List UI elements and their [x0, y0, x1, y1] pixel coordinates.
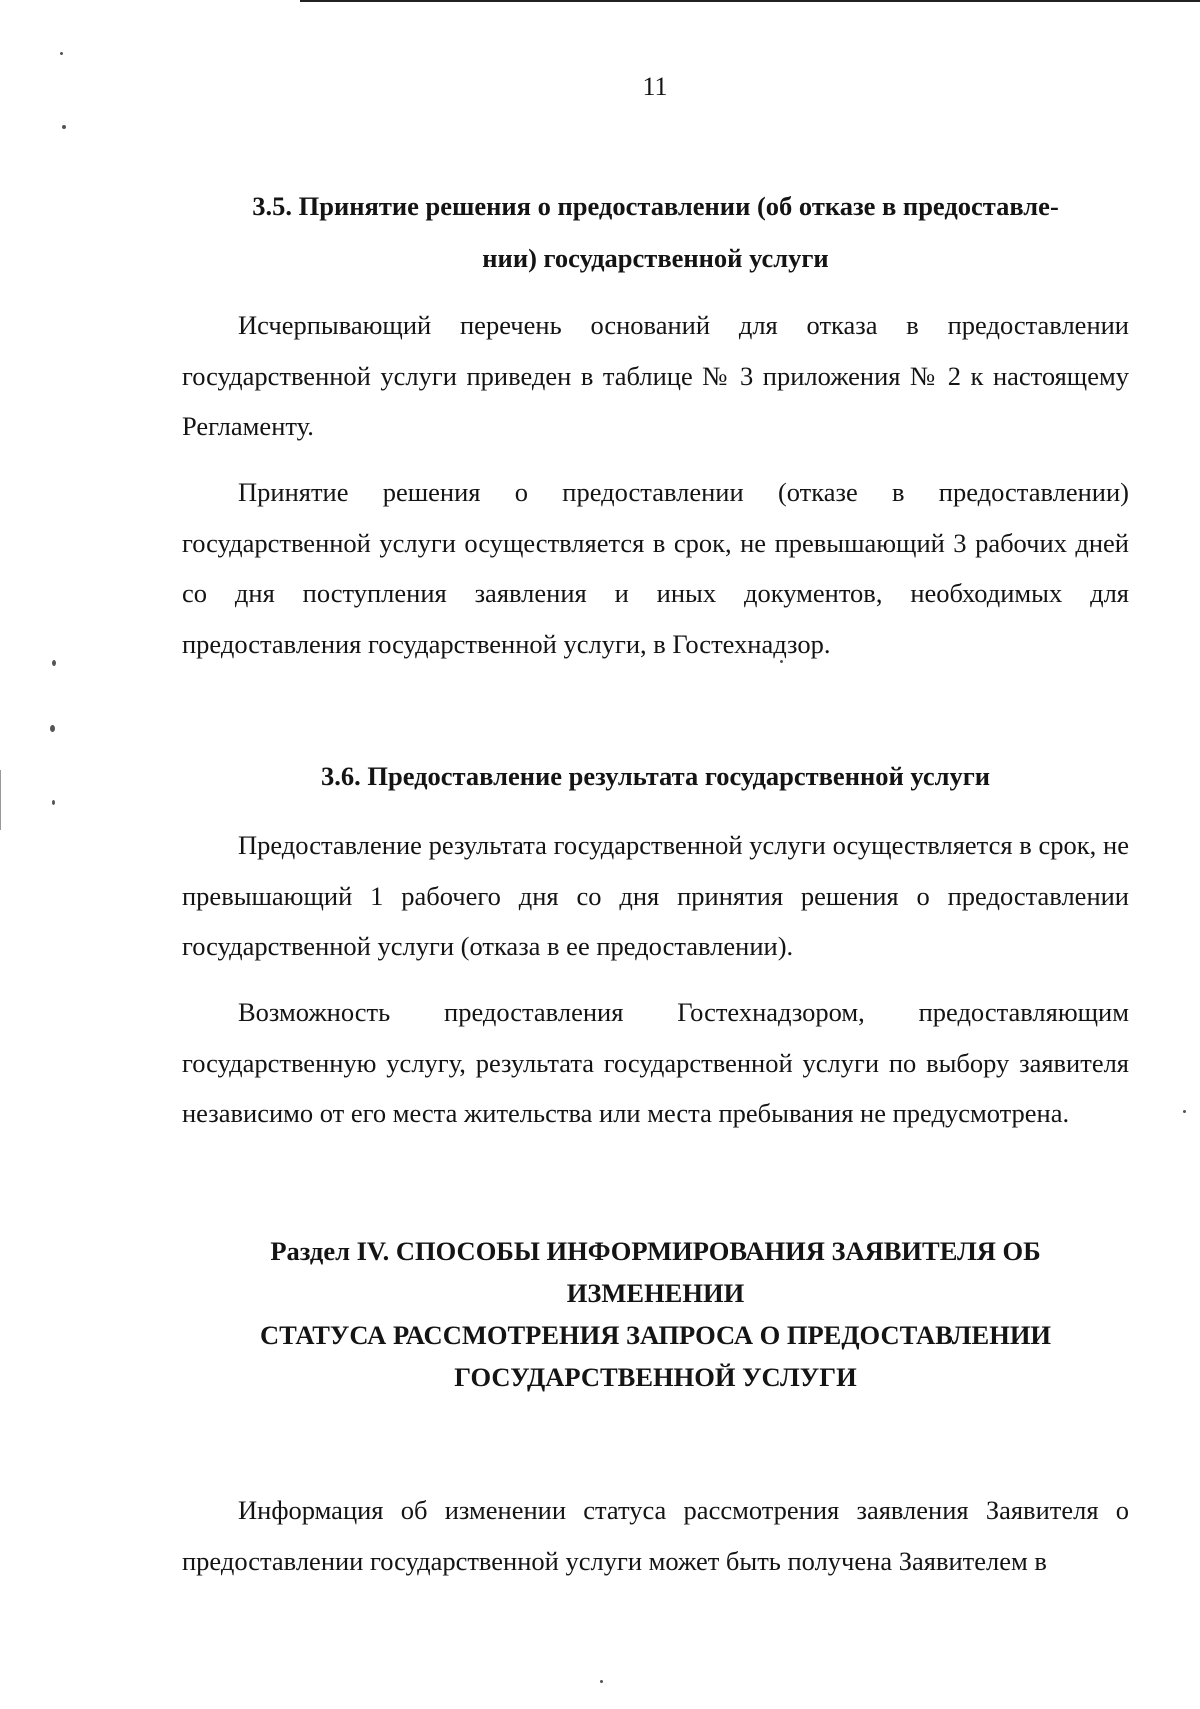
scan-speck: [52, 800, 55, 805]
section-iv-heading-line-1: Раздел IV. СПОСОБЫ ИНФОРМИРОВАНИЯ ЗАЯВИТЕЛЯ ОБ: [270, 1236, 1041, 1266]
section-iv-heading-line-2: ИЗМЕНЕНИИ: [566, 1278, 745, 1308]
section-iv-paragraph-1: Информация об изменении статуса рассмотрения заявления Заявителя о предоставлении государственной услуги может быть получена Заявителем в: [182, 1495, 1129, 1576]
section-3-5-heading: [182, 180, 1129, 284]
section-3-5-paragraph-2: Принятие решения о предоставлении (отказе в предоставлении) государственной услуги осуществляется в срок, не превышающий 3 рабочих дней со дня поступления заявления и иных документов, необходимых для предоставления государственной услуги, в Гостехнадзор.: [182, 477, 1129, 659]
section-3-6-paragraph-1: Предоставление результата государственной услуги осуществляется в срок, не превышающий 1 рабочего дня со дня принятия решения о предоставлении государственной услуги (отказа в ее предоставлении).: [182, 830, 1129, 961]
scan-speck: [52, 660, 56, 666]
scan-speck: [780, 660, 783, 663]
section-3-6-paragraph-2: Возможность предоставления Гостехнадзором, предоставляющим государственную услугу, результата государственной услуги по выбору заявителя независимо от его места жительства или места пребывания не предусмотрена.: [182, 997, 1129, 1128]
section-iv-heading-line-3: СТАТУСА РАССМОТРЕНИЯ ЗАПРОСА О ПРЕДОСТАВЛЕНИИ: [259, 1320, 1052, 1350]
section-iv-heading-line-4: ГОСУДАРСТВЕННОЙ УСЛУГИ: [454, 1362, 857, 1392]
section-3-6-heading: [182, 750, 1129, 802]
section-3-5-heading-line-2: нии) государственной услуги: [482, 243, 829, 273]
scan-speck: [600, 1680, 603, 1683]
scan-speck: [62, 125, 66, 129]
section-3-5-paragraph-1: Исчерпывающий перечень оснований для отказа в предоставлении государственной услуги приведен в таблице № 3 приложения № 2 к настоящему Регламенту.: [182, 310, 1129, 441]
scan-speck: [50, 725, 55, 732]
section-3-5-heading-line-1: 3.5. Принятие решения о предоставлении (об отказе в предоставле-: [252, 191, 1059, 221]
scan-top-border: [300, 0, 1200, 2]
scan-speck: [1183, 1110, 1186, 1113]
scan-speck: [60, 52, 63, 55]
section-3-6-heading-line: 3.6. Предоставление результата государственной услуги: [321, 761, 990, 791]
scan-left-edge: [0, 770, 1, 830]
section-iv-heading: [182, 1230, 1129, 1398]
page-number: 11: [642, 72, 668, 101]
